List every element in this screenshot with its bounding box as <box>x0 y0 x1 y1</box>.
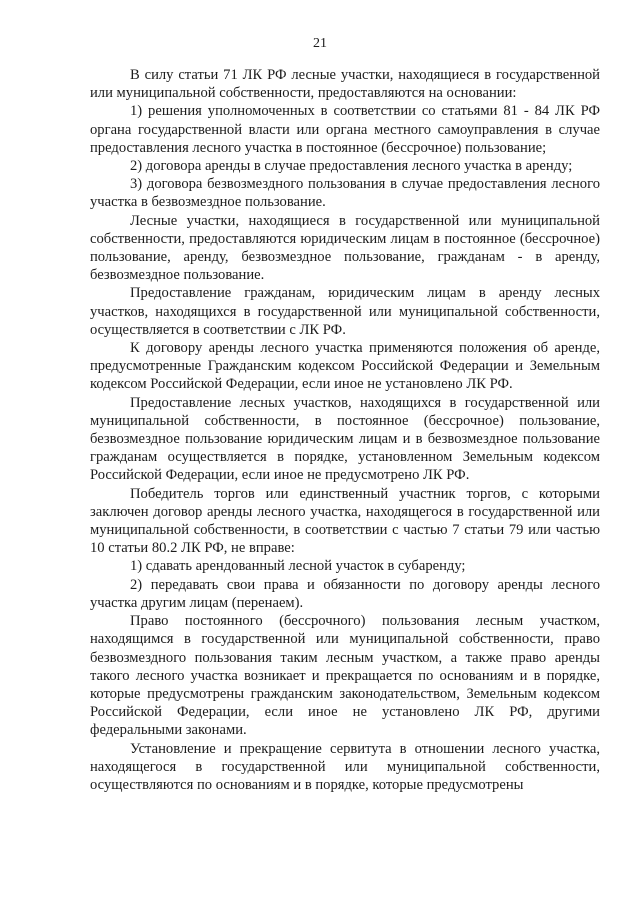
paragraph: В силу статьи 71 ЛК РФ лесные участки, находящиеся в государственной или муниципальной собственности, предоставляются на основании: <box>90 67 600 102</box>
list-item: 2) передавать свои права и обязанности по договору аренды лесного участка другим лицам (перенаем). <box>90 576 600 611</box>
paragraph: Предоставление гражданам, юридическим лицам в аренду лесных участков, находящихся в государственной или муниципальной собственности, осуществляется в соответствии с ЛК РФ. <box>90 285 600 338</box>
page-number: 21 <box>313 36 327 51</box>
list-item: 1) решения уполномоченных в соответствии со статьями 81 - 84 ЛК РФ органа государственной власти или органа местного самоуправления в случае предоставления лесного участка в постоянное (бессрочное) пользование; <box>90 103 600 156</box>
paragraph: Установление и прекращение сервитута в отношении лесного участка, находящегося в государственной или муниципальной собственности, осуществляются по основаниям и в порядке, которые предусмотрены <box>90 740 600 793</box>
body-text <box>90 66 600 794</box>
list-item: 2) договора аренды в случае предоставления лесного участка в аренду; <box>130 158 573 175</box>
paragraph: Лесные участки, находящиеся в государственной или муниципальной собственности, предоставляются юридическим лицам в постоянное (бессрочное) пользование, аренду, безвозмездное пользование, гражданам - в аренду, безвозмездное пользование. <box>90 212 600 284</box>
list-item: 1) сдавать арендованный лесной участок в субаренду; <box>130 558 466 575</box>
paragraph: К договору аренды лесного участка применяются положения об аренде, предусмотренные Гражданским кодексом Российской Федерации и Земельным кодексом Российской Федерации, если иное не установлено ЛК РФ. <box>90 340 600 393</box>
paragraph: Победитель торгов или единственный участник торгов, с которыми заключен договор аренды лесного участка, находящегося в государственной или муниципальной собственности, в соответствии с частью 7 статьи 79 или частью 10 статьи 80.2 ЛК РФ, не вправе: <box>90 485 600 557</box>
list-item: 3) договора безвозмездного пользования в случае предоставления лесного участка в безвозмездное пользование. <box>90 176 600 211</box>
paragraph: Право постоянного (бессрочного) пользования лесным участком, находящимся в государственной или муниципальной собственности, право безвозмездного пользования таким лесным участком, а также право аренды такого лесного участка возникает и прекращается по основаниям и в порядке, которые предусмотрены гражданским законодательством, Земельным кодексом Российской Федерации, если иное не установлено ЛК РФ, другими федеральными законами. <box>90 613 600 739</box>
paragraph: Предоставление лесных участков, находящихся в государственной или муниципальной собственности, в постоянное (бессрочное) пользование, безвозмездное пользование юридическим лицам и в безвозмездное пользование гражданам осуществляется в порядке, установленном Земельным кодексом Российской Федерации, если иное не предусмотрено ЛК РФ. <box>90 394 600 484</box>
